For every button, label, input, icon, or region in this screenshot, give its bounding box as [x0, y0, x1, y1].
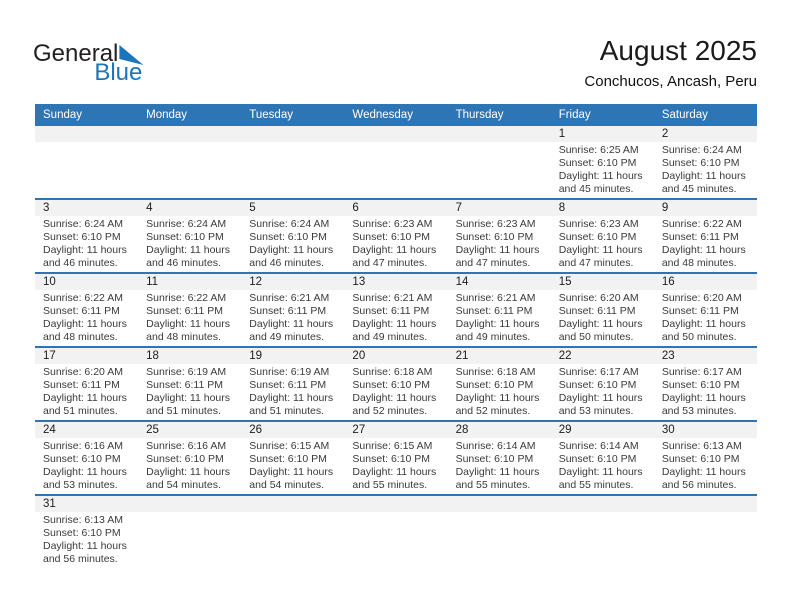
calendar-table [35, 104, 757, 568]
day-detail-line: Daylight: 11 hours [146, 392, 230, 404]
weeks-container [35, 126, 757, 568]
day-cell [241, 144, 344, 196]
day-detail-line: and 50 minutes. [558, 331, 634, 343]
day-detail-line: Sunrise: 6:24 AM [661, 144, 742, 156]
day-number [448, 126, 551, 142]
day-number: 18 [146, 350, 159, 362]
week-row [35, 200, 757, 274]
day-detail-line: Sunrise: 6:21 AM [455, 292, 536, 304]
day-number [448, 496, 551, 512]
day-detail-line: and 47 minutes. [455, 257, 531, 269]
day-detail-line: Sunrise: 6:17 AM [558, 366, 639, 378]
logo-word-blue: Blue [94, 59, 143, 86]
weekday-header-tuesday: Tuesday [249, 109, 293, 121]
day-detail-line: Sunset: 6:10 PM [43, 527, 121, 539]
day-detail-line: Sunrise: 6:21 AM [249, 292, 330, 304]
day-number [138, 126, 241, 142]
weekday-header-saturday: Saturday [661, 109, 708, 121]
day-detail-line: Sunrise: 6:13 AM [43, 514, 123, 526]
day-detail-line: Daylight: 11 hours [43, 392, 127, 404]
day-detail-line: Sunrise: 6:22 AM [661, 218, 742, 230]
day-number: 1 [558, 128, 566, 140]
week-details-row [35, 142, 757, 198]
week-row [35, 126, 757, 200]
day-detail-line: and 52 minutes. [352, 405, 428, 417]
day-cell [448, 440, 551, 492]
general-blue-logo [33, 34, 143, 85]
day-number: 8 [558, 202, 566, 214]
day-cell [654, 366, 757, 418]
day-cell [654, 144, 757, 196]
day-detail-line: Sunset: 6:11 PM [455, 305, 533, 317]
day-number: 12 [249, 276, 263, 288]
week-number-band [35, 422, 757, 438]
day-number: 17 [43, 350, 56, 362]
day-cell [654, 292, 757, 344]
day-detail-line: Sunrise: 6:19 AM [146, 366, 227, 378]
week-number-band [35, 274, 757, 290]
day-detail-line: and 49 minutes. [455, 331, 531, 343]
week-details-row [35, 290, 757, 346]
day-number: 2 [661, 128, 669, 140]
day-detail-line: Daylight: 11 hours [352, 392, 437, 404]
day-detail-line: Sunset: 6:10 PM [352, 379, 431, 391]
day-number: 22 [558, 350, 572, 362]
day-detail-line: Daylight: 11 hours [455, 318, 540, 330]
day-detail-line: Daylight: 11 hours [455, 244, 540, 256]
month-title: August 2025 [599, 35, 757, 66]
day-cell [551, 440, 654, 492]
day-detail-line: Sunrise: 6:18 AM [352, 366, 433, 378]
day-detail-line: and 51 minutes. [43, 405, 118, 417]
day-cell [448, 514, 551, 566]
day-detail-line: Sunset: 6:10 PM [146, 231, 224, 243]
day-detail-line: Sunrise: 6:18 AM [455, 366, 536, 378]
day-detail-line: and 45 minutes. [558, 183, 634, 195]
day-detail-line: Daylight: 11 hours [43, 466, 127, 478]
day-detail-line: Daylight: 11 hours [43, 244, 127, 256]
day-cell [138, 144, 241, 196]
day-cell [241, 218, 344, 270]
day-detail-line: and 45 minutes. [661, 183, 737, 195]
day-detail-line: Sunset: 6:10 PM [352, 231, 431, 243]
day-detail-line: Daylight: 11 hours [146, 318, 230, 330]
day-detail-line: Sunset: 6:11 PM [43, 379, 120, 391]
day-detail-line: Sunset: 6:10 PM [558, 379, 637, 391]
day-detail-line: Daylight: 11 hours [146, 244, 230, 256]
day-detail-line: Daylight: 11 hours [558, 170, 643, 182]
day-cell [138, 440, 241, 492]
day-detail-line: and 46 minutes. [146, 257, 221, 269]
day-detail-line: and 49 minutes. [249, 331, 324, 343]
day-cell [35, 440, 138, 492]
day-number [551, 496, 654, 512]
day-detail-line: Sunrise: 6:16 AM [146, 440, 227, 452]
day-number [35, 126, 138, 142]
day-detail-line: Sunset: 6:10 PM [558, 231, 637, 243]
day-detail-line: Sunset: 6:10 PM [455, 379, 534, 391]
day-number: 4 [146, 202, 153, 214]
day-cell [551, 292, 654, 344]
day-detail-line: Sunrise: 6:21 AM [352, 292, 433, 304]
day-detail-line: and 47 minutes. [558, 257, 634, 269]
weekday-header-friday: Friday [558, 109, 591, 121]
day-detail-line: Sunset: 6:10 PM [146, 453, 224, 465]
day-detail-line: Daylight: 11 hours [455, 466, 540, 478]
week-number-band [35, 496, 757, 512]
day-detail-line: Daylight: 11 hours [455, 392, 540, 404]
weekday-header-row [35, 104, 757, 126]
day-detail-line: Sunset: 6:11 PM [249, 305, 327, 317]
day-detail-line: Sunset: 6:10 PM [558, 453, 637, 465]
week-row [35, 422, 757, 496]
day-detail-line: and 53 minutes. [43, 479, 118, 491]
day-detail-line: and 55 minutes. [455, 479, 531, 491]
day-detail-line: and 51 minutes. [249, 405, 324, 417]
week-row [35, 274, 757, 348]
day-cell [241, 514, 344, 566]
day-cell [241, 366, 344, 418]
day-number: 25 [146, 424, 159, 436]
day-detail-line: and 54 minutes. [146, 479, 221, 491]
day-number [654, 496, 757, 512]
day-detail-line: Sunrise: 6:25 AM [558, 144, 639, 156]
day-detail-line: Daylight: 11 hours [352, 318, 437, 330]
day-number: 11 [146, 276, 159, 288]
day-detail-line: and 49 minutes. [352, 331, 428, 343]
day-detail-line: Sunrise: 6:20 AM [558, 292, 639, 304]
week-number-band [35, 126, 757, 142]
day-detail-line: Sunset: 6:10 PM [249, 453, 327, 465]
day-detail-line: Sunrise: 6:20 AM [43, 366, 123, 378]
day-detail-line: Daylight: 11 hours [661, 392, 746, 404]
week-details-row [35, 438, 757, 494]
week-details-row [35, 364, 757, 420]
day-detail-line: Sunrise: 6:19 AM [249, 366, 330, 378]
day-cell [448, 144, 551, 196]
day-detail-line: Sunrise: 6:23 AM [352, 218, 433, 230]
week-details-row [35, 216, 757, 272]
day-cell [138, 292, 241, 344]
day-detail-line: Daylight: 11 hours [661, 170, 746, 182]
day-number: 7 [455, 202, 462, 214]
day-detail-line: and 46 minutes. [43, 257, 118, 269]
day-number: 27 [352, 424, 366, 436]
day-cell [654, 440, 757, 492]
day-number: 19 [249, 350, 263, 362]
day-cell [35, 218, 138, 270]
day-number: 21 [455, 350, 469, 362]
day-detail-line: Sunset: 6:10 PM [455, 231, 534, 243]
day-detail-line: Daylight: 11 hours [43, 318, 127, 330]
day-detail-line: Sunrise: 6:24 AM [43, 218, 123, 230]
week-row [35, 496, 757, 568]
day-number: 9 [661, 202, 669, 214]
week-details-row [35, 512, 757, 568]
day-cell [35, 292, 138, 344]
day-cell [551, 514, 654, 566]
day-detail-line: Daylight: 11 hours [249, 318, 334, 330]
day-detail-line: Sunrise: 6:22 AM [146, 292, 227, 304]
day-cell [551, 218, 654, 270]
day-cell [448, 218, 551, 270]
page-header [0, 0, 792, 104]
day-detail-line: Daylight: 11 hours [558, 466, 643, 478]
day-number: 30 [661, 424, 675, 436]
day-detail-line: Daylight: 11 hours [661, 466, 746, 478]
day-detail-line: Sunset: 6:11 PM [352, 305, 430, 317]
day-detail-line: Sunrise: 6:23 AM [455, 218, 536, 230]
day-detail-line: Sunrise: 6:24 AM [249, 218, 330, 230]
day-detail-line: Sunset: 6:10 PM [661, 453, 740, 465]
day-number: 15 [558, 276, 572, 288]
day-cell [654, 218, 757, 270]
day-detail-line: and 48 minutes. [43, 331, 118, 343]
day-detail-line: Sunrise: 6:23 AM [558, 218, 639, 230]
day-number [241, 126, 344, 142]
day-detail-line: Sunrise: 6:17 AM [661, 366, 742, 378]
day-detail-line: and 47 minutes. [352, 257, 428, 269]
day-cell [448, 366, 551, 418]
day-detail-line: Daylight: 11 hours [352, 466, 437, 478]
weekday-header-sunday: Sunday [43, 109, 83, 121]
day-cell [138, 366, 241, 418]
day-cell [138, 218, 241, 270]
day-detail-line: Daylight: 11 hours [661, 244, 746, 256]
day-detail-line: and 52 minutes. [455, 405, 531, 417]
day-number: 6 [352, 202, 359, 214]
day-detail-line: Daylight: 11 hours [146, 466, 230, 478]
day-number [138, 496, 241, 512]
day-number: 14 [455, 276, 469, 288]
day-number: 29 [558, 424, 572, 436]
day-detail-line: Sunset: 6:10 PM [249, 231, 327, 243]
day-cell [654, 514, 757, 566]
day-cell [35, 514, 138, 566]
day-detail-line: Daylight: 11 hours [249, 244, 334, 256]
logo-word-general: General [33, 40, 119, 67]
day-number [344, 496, 447, 512]
day-cell [344, 366, 447, 418]
day-cell [551, 144, 654, 196]
day-detail-line: Sunset: 6:11 PM [661, 231, 739, 243]
day-detail-line: Sunrise: 6:22 AM [43, 292, 123, 304]
title-block [584, 34, 757, 90]
day-detail-line: and 55 minutes. [352, 479, 428, 491]
day-number: 5 [249, 202, 256, 214]
day-detail-line: Sunset: 6:10 PM [352, 453, 431, 465]
day-detail-line: and 51 minutes. [146, 405, 221, 417]
day-detail-line: Sunrise: 6:13 AM [661, 440, 742, 452]
day-detail-line: Sunrise: 6:15 AM [249, 440, 330, 452]
day-number: 16 [661, 276, 675, 288]
day-detail-line: Daylight: 11 hours [661, 318, 746, 330]
day-detail-line: and 56 minutes. [43, 553, 118, 565]
day-detail-line: Daylight: 11 hours [558, 318, 643, 330]
day-cell [448, 292, 551, 344]
day-detail-line: Sunrise: 6:24 AM [146, 218, 227, 230]
day-detail-line: Sunset: 6:11 PM [558, 305, 636, 317]
day-number: 28 [455, 424, 469, 436]
day-detail-line: and 50 minutes. [661, 331, 737, 343]
day-detail-line: Daylight: 11 hours [558, 244, 643, 256]
day-detail-line: and 53 minutes. [558, 405, 634, 417]
day-cell [344, 440, 447, 492]
day-detail-line: Daylight: 11 hours [249, 466, 334, 478]
day-detail-line: Daylight: 11 hours [249, 392, 334, 404]
day-number [241, 496, 344, 512]
day-detail-line: Sunset: 6:11 PM [661, 305, 739, 317]
day-detail-line: and 46 minutes. [249, 257, 324, 269]
location-subtitle: Conchucos, Ancash, Peru [584, 73, 757, 90]
weekday-header-monday: Monday [146, 109, 188, 121]
day-detail-line: and 48 minutes. [146, 331, 221, 343]
day-cell [551, 366, 654, 418]
day-detail-line: Sunset: 6:10 PM [661, 157, 740, 169]
day-cell [241, 292, 344, 344]
day-cell [344, 514, 447, 566]
day-number [344, 126, 447, 142]
weekday-header-wednesday: Wednesday [352, 109, 413, 121]
day-detail-line: Daylight: 11 hours [43, 540, 127, 552]
day-detail-line: Sunrise: 6:14 AM [558, 440, 639, 452]
day-number: 13 [352, 276, 366, 288]
day-number: 23 [661, 350, 675, 362]
day-detail-line: and 55 minutes. [558, 479, 634, 491]
day-detail-line: Sunrise: 6:20 AM [661, 292, 742, 304]
day-detail-line: Sunset: 6:11 PM [146, 379, 223, 391]
day-detail-line: Sunset: 6:10 PM [43, 453, 121, 465]
day-detail-line: Sunset: 6:10 PM [558, 157, 637, 169]
day-number: 20 [352, 350, 366, 362]
day-number: 31 [43, 498, 56, 510]
day-cell [344, 144, 447, 196]
day-detail-line: Daylight: 11 hours [558, 392, 643, 404]
day-cell [344, 292, 447, 344]
day-detail-line: Daylight: 11 hours [352, 244, 437, 256]
day-detail-line: Sunset: 6:10 PM [43, 231, 121, 243]
day-detail-line: and 54 minutes. [249, 479, 324, 491]
week-number-band [35, 348, 757, 364]
day-number: 3 [43, 202, 50, 214]
day-cell [344, 218, 447, 270]
day-cell [241, 440, 344, 492]
day-number: 24 [43, 424, 56, 436]
day-cell [138, 514, 241, 566]
day-cell [35, 366, 138, 418]
day-detail-line: and 56 minutes. [661, 479, 737, 491]
week-number-band [35, 200, 757, 216]
day-cell [35, 144, 138, 196]
day-number: 26 [249, 424, 263, 436]
day-detail-line: Sunrise: 6:16 AM [43, 440, 123, 452]
weekday-header-thursday: Thursday [455, 109, 504, 121]
day-number: 10 [43, 276, 56, 288]
day-detail-line: Sunset: 6:11 PM [249, 379, 327, 391]
day-detail-line: Sunset: 6:10 PM [455, 453, 534, 465]
day-detail-line: Sunset: 6:10 PM [661, 379, 740, 391]
day-detail-line: and 53 minutes. [661, 405, 737, 417]
day-detail-line: Sunset: 6:11 PM [146, 305, 223, 317]
day-detail-line: Sunrise: 6:14 AM [455, 440, 536, 452]
day-detail-line: Sunrise: 6:15 AM [352, 440, 433, 452]
day-detail-line: Sunset: 6:11 PM [43, 305, 120, 317]
week-row [35, 348, 757, 422]
day-detail-line: and 48 minutes. [661, 257, 737, 269]
